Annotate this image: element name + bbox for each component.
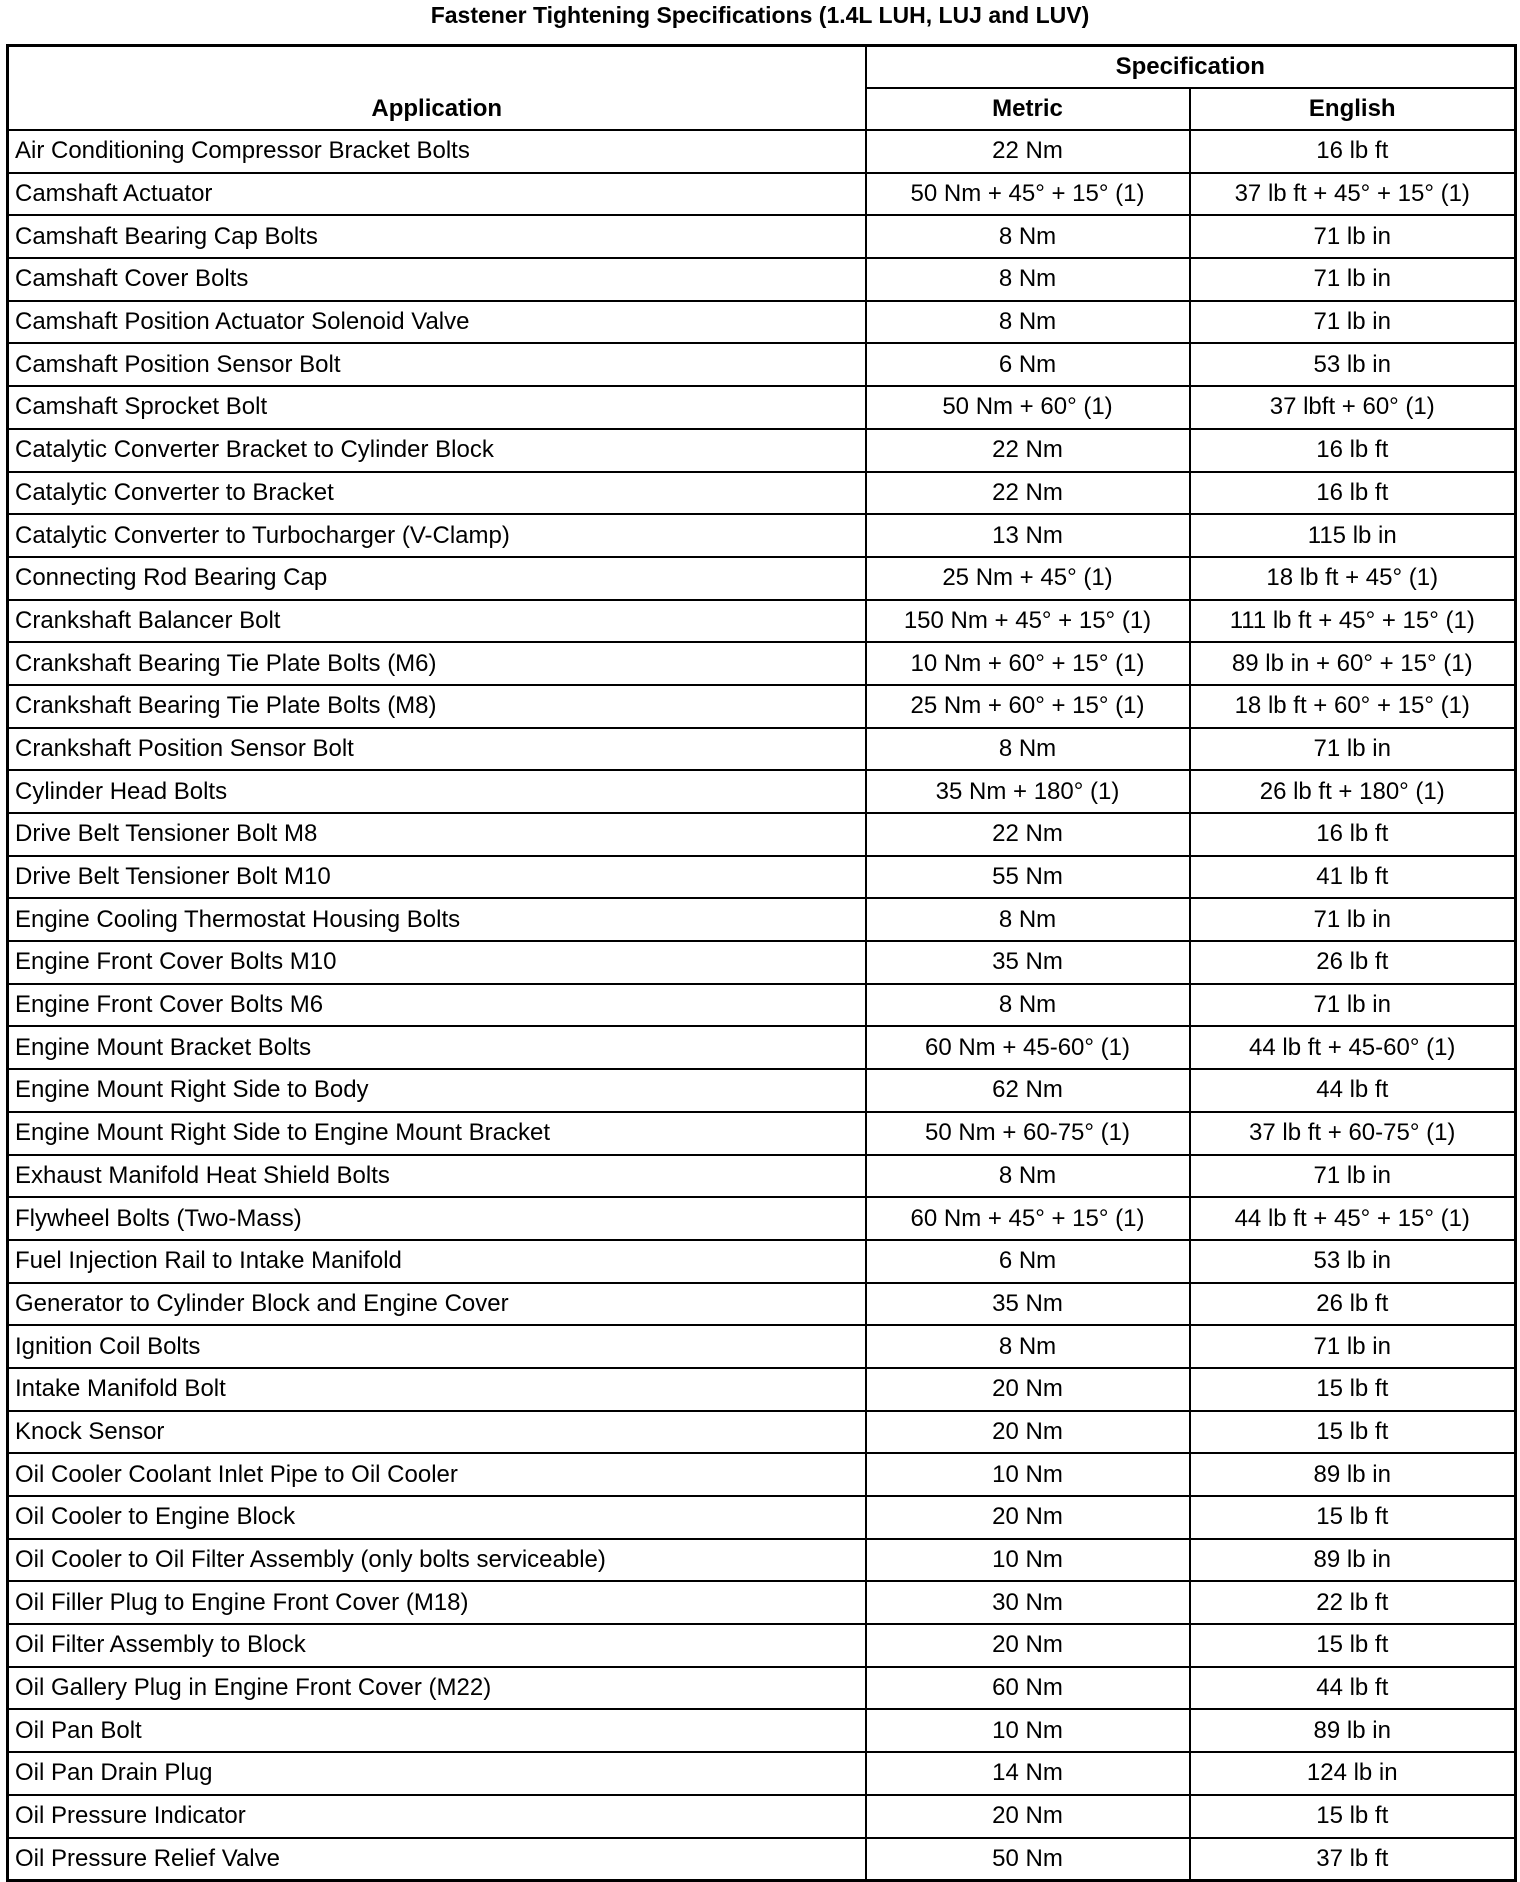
metric-cell: 10 Nm bbox=[866, 1453, 1190, 1496]
table-row bbox=[8, 429, 1516, 472]
metric-cell: 35 Nm bbox=[866, 1283, 1190, 1326]
metric-cell: 8 Nm bbox=[866, 1155, 1190, 1198]
table-row bbox=[8, 386, 1516, 429]
english-cell: 18 lb ft + 60° + 15° (1) bbox=[1190, 685, 1516, 728]
application-cell: Flywheel Bolts (Two-Mass) bbox=[8, 1197, 866, 1240]
english-cell: 37 lb ft bbox=[1190, 1838, 1516, 1881]
application-cell: Connecting Rod Bearing Cap bbox=[8, 557, 866, 600]
metric-cell: 8 Nm bbox=[866, 1325, 1190, 1368]
application-cell: Crankshaft Balancer Bolt bbox=[8, 600, 866, 643]
metric-cell: 20 Nm bbox=[866, 1624, 1190, 1667]
application-cell: Camshaft Position Sensor Bolt bbox=[8, 343, 866, 386]
application-cell: Crankshaft Bearing Tie Plate Bolts (M8) bbox=[8, 685, 866, 728]
application-cell: Intake Manifold Bolt bbox=[8, 1368, 866, 1411]
application-cell: Engine Cooling Thermostat Housing Bolts bbox=[8, 898, 866, 941]
table-row bbox=[8, 301, 1516, 344]
metric-cell: 8 Nm bbox=[866, 258, 1190, 301]
table-row bbox=[8, 1368, 1516, 1411]
application-cell: Oil Pressure Relief Valve bbox=[8, 1838, 866, 1881]
english-cell: 37 lb ft + 60-75° (1) bbox=[1190, 1112, 1516, 1155]
application-cell: Engine Mount Right Side to Body bbox=[8, 1069, 866, 1112]
metric-cell: 20 Nm bbox=[866, 1368, 1190, 1411]
table-row bbox=[8, 173, 1516, 216]
table-row bbox=[8, 1838, 1516, 1881]
table-row bbox=[8, 472, 1516, 515]
table-row bbox=[8, 1155, 1516, 1198]
application-cell: Oil Pan Bolt bbox=[8, 1709, 866, 1752]
english-cell: 89 lb in bbox=[1190, 1453, 1516, 1496]
application-cell: Camshaft Bearing Cap Bolts bbox=[8, 215, 866, 258]
table-row bbox=[8, 1581, 1516, 1624]
application-cell: Drive Belt Tensioner Bolt M8 bbox=[8, 813, 866, 856]
application-cell: Engine Front Cover Bolts M10 bbox=[8, 941, 866, 984]
application-cell: Drive Belt Tensioner Bolt M10 bbox=[8, 856, 866, 899]
application-cell: Air Conditioning Compressor Bracket Bolts bbox=[8, 130, 866, 173]
english-cell: 16 lb ft bbox=[1190, 130, 1516, 173]
table-row bbox=[8, 813, 1516, 856]
application-cell: Crankshaft Position Sensor Bolt bbox=[8, 728, 866, 771]
english-cell: 71 lb in bbox=[1190, 258, 1516, 301]
english-cell: 37 lb ft + 45° + 15° (1) bbox=[1190, 173, 1516, 216]
table-row bbox=[8, 514, 1516, 557]
metric-cell: 55 Nm bbox=[866, 856, 1190, 899]
english-cell: 15 lb ft bbox=[1190, 1496, 1516, 1539]
table-row bbox=[8, 215, 1516, 258]
english-cell: 115 lb in bbox=[1190, 514, 1516, 557]
english-cell: 15 lb ft bbox=[1190, 1368, 1516, 1411]
table-row bbox=[8, 1496, 1516, 1539]
table-row bbox=[8, 343, 1516, 386]
english-header: English bbox=[1190, 88, 1516, 130]
table-row bbox=[8, 1411, 1516, 1454]
table-row bbox=[8, 1539, 1516, 1582]
table-row bbox=[8, 1325, 1516, 1368]
application-cell: Crankshaft Bearing Tie Plate Bolts (M6) bbox=[8, 642, 866, 685]
metric-cell: 30 Nm bbox=[866, 1581, 1190, 1624]
table-row bbox=[8, 1283, 1516, 1326]
application-cell: Oil Gallery Plug in Engine Front Cover (M22) bbox=[8, 1667, 866, 1710]
metric-cell: 8 Nm bbox=[866, 215, 1190, 258]
application-cell: Oil Pan Drain Plug bbox=[8, 1752, 866, 1795]
english-cell: 71 lb in bbox=[1190, 984, 1516, 1027]
table-row bbox=[8, 258, 1516, 301]
english-cell: 71 lb in bbox=[1190, 1325, 1516, 1368]
application-cell: Exhaust Manifold Heat Shield Bolts bbox=[8, 1155, 866, 1198]
english-cell: 16 lb ft bbox=[1190, 813, 1516, 856]
english-cell: 71 lb in bbox=[1190, 1155, 1516, 1198]
application-cell: Cylinder Head Bolts bbox=[8, 770, 866, 813]
metric-cell: 62 Nm bbox=[866, 1069, 1190, 1112]
application-cell: Generator to Cylinder Block and Engine Cover bbox=[8, 1283, 866, 1326]
english-cell: 89 lb in bbox=[1190, 1709, 1516, 1752]
english-cell: 71 lb in bbox=[1190, 728, 1516, 771]
metric-cell: 6 Nm bbox=[866, 1240, 1190, 1283]
application-cell: Oil Filler Plug to Engine Front Cover (M18) bbox=[8, 1581, 866, 1624]
table-row bbox=[8, 728, 1516, 771]
table-row bbox=[8, 1709, 1516, 1752]
application-cell: Catalytic Converter to Bracket bbox=[8, 472, 866, 515]
table-row bbox=[8, 941, 1516, 984]
english-cell: 22 lb ft bbox=[1190, 1581, 1516, 1624]
application-cell: Camshaft Actuator bbox=[8, 173, 866, 216]
application-cell: Camshaft Sprocket Bolt bbox=[8, 386, 866, 429]
english-cell: 16 lb ft bbox=[1190, 429, 1516, 472]
table-row bbox=[8, 1112, 1516, 1155]
english-cell: 89 lb in bbox=[1190, 1539, 1516, 1582]
application-cell: Engine Front Cover Bolts M6 bbox=[8, 984, 866, 1027]
application-cell: Oil Cooler to Oil Filter Assembly (only bolts serviceable) bbox=[8, 1539, 866, 1582]
english-cell: 111 lb ft + 45° + 15° (1) bbox=[1190, 600, 1516, 643]
application-cell: Catalytic Converter Bracket to Cylinder Block bbox=[8, 429, 866, 472]
table-row bbox=[8, 1624, 1516, 1667]
table-row bbox=[8, 1240, 1516, 1283]
table-row bbox=[8, 770, 1516, 813]
fastener-spec-table bbox=[6, 44, 1517, 1882]
table-row bbox=[8, 1752, 1516, 1795]
metric-cell: 8 Nm bbox=[866, 984, 1190, 1027]
application-cell: Knock Sensor bbox=[8, 1411, 866, 1454]
english-cell: 26 lb ft bbox=[1190, 941, 1516, 984]
application-cell: Catalytic Converter to Turbocharger (V-Clamp) bbox=[8, 514, 866, 557]
english-cell: 15 lb ft bbox=[1190, 1795, 1516, 1838]
table-body bbox=[8, 130, 1516, 1881]
metric-cell: 20 Nm bbox=[866, 1496, 1190, 1539]
english-cell: 44 lb ft bbox=[1190, 1667, 1516, 1710]
english-cell: 15 lb ft bbox=[1190, 1411, 1516, 1454]
english-cell: 26 lb ft bbox=[1190, 1283, 1516, 1326]
application-cell: Oil Cooler Coolant Inlet Pipe to Oil Cooler bbox=[8, 1453, 866, 1496]
english-cell: 71 lb in bbox=[1190, 215, 1516, 258]
metric-cell: 14 Nm bbox=[866, 1752, 1190, 1795]
page-title: Fastener Tightening Specifications (1.4L LUH, LUJ and LUV) bbox=[430, 2, 1090, 28]
english-cell: 71 lb in bbox=[1190, 301, 1516, 344]
table-row bbox=[8, 1453, 1516, 1496]
application-header: Application bbox=[8, 46, 866, 131]
metric-cell: 60 Nm + 45-60° (1) bbox=[866, 1026, 1190, 1069]
table-row bbox=[8, 898, 1516, 941]
english-cell: 71 lb in bbox=[1190, 898, 1516, 941]
metric-cell: 10 Nm bbox=[866, 1539, 1190, 1582]
english-cell: 89 lb in + 60° + 15° (1) bbox=[1190, 642, 1516, 685]
english-cell: 15 lb ft bbox=[1190, 1624, 1516, 1667]
metric-cell: 8 Nm bbox=[866, 728, 1190, 771]
application-cell: Camshaft Cover Bolts bbox=[8, 258, 866, 301]
metric-cell: 25 Nm + 60° + 15° (1) bbox=[866, 685, 1190, 728]
table-row bbox=[8, 1026, 1516, 1069]
application-cell: Oil Pressure Indicator bbox=[8, 1795, 866, 1838]
metric-cell: 22 Nm bbox=[866, 429, 1190, 472]
metric-cell: 35 Nm + 180° (1) bbox=[866, 770, 1190, 813]
table-row bbox=[8, 130, 1516, 173]
metric-cell: 10 Nm + 60° + 15° (1) bbox=[866, 642, 1190, 685]
metric-cell: 60 Nm + 45° + 15° (1) bbox=[866, 1197, 1190, 1240]
metric-cell: 8 Nm bbox=[866, 898, 1190, 941]
metric-cell: 35 Nm bbox=[866, 941, 1190, 984]
table-row bbox=[8, 1069, 1516, 1112]
table-row bbox=[8, 856, 1516, 899]
metric-cell: 50 Nm + 60° (1) bbox=[866, 386, 1190, 429]
application-cell: Oil Filter Assembly to Block bbox=[8, 1624, 866, 1667]
metric-cell: 20 Nm bbox=[866, 1411, 1190, 1454]
application-cell: Ignition Coil Bolts bbox=[8, 1325, 866, 1368]
english-cell: 44 lb ft bbox=[1190, 1069, 1516, 1112]
metric-cell: 22 Nm bbox=[866, 813, 1190, 856]
english-cell: 37 lbft + 60° (1) bbox=[1190, 386, 1516, 429]
table-row bbox=[8, 1667, 1516, 1710]
metric-cell: 8 Nm bbox=[866, 301, 1190, 344]
table-row bbox=[8, 1795, 1516, 1838]
table-row bbox=[8, 557, 1516, 600]
english-cell: 53 lb in bbox=[1190, 343, 1516, 386]
metric-cell: 20 Nm bbox=[866, 1795, 1190, 1838]
english-cell: 53 lb in bbox=[1190, 1240, 1516, 1283]
table-row bbox=[8, 600, 1516, 643]
metric-cell: 13 Nm bbox=[866, 514, 1190, 557]
application-cell: Oil Cooler to Engine Block bbox=[8, 1496, 866, 1539]
table-row bbox=[8, 685, 1516, 728]
metric-header: Metric bbox=[866, 88, 1190, 130]
metric-cell: 50 Nm + 60-75° (1) bbox=[866, 1112, 1190, 1155]
table-row bbox=[8, 642, 1516, 685]
specification-header: Specification bbox=[866, 46, 1516, 89]
metric-cell: 60 Nm bbox=[866, 1667, 1190, 1710]
english-cell: 18 lb ft + 45° (1) bbox=[1190, 557, 1516, 600]
metric-cell: 10 Nm bbox=[866, 1709, 1190, 1752]
metric-cell: 50 Nm + 45° + 15° (1) bbox=[866, 173, 1190, 216]
english-cell: 16 lb ft bbox=[1190, 472, 1516, 515]
english-cell: 44 lb ft + 45° + 15° (1) bbox=[1190, 1197, 1516, 1240]
table-header bbox=[8, 46, 1516, 131]
metric-cell: 6 Nm bbox=[866, 343, 1190, 386]
application-cell: Camshaft Position Actuator Solenoid Valve bbox=[8, 301, 866, 344]
table-row bbox=[8, 984, 1516, 1027]
application-cell: Engine Mount Right Side to Engine Mount Bracket bbox=[8, 1112, 866, 1155]
english-cell: 41 lb ft bbox=[1190, 856, 1516, 899]
english-cell: 124 lb in bbox=[1190, 1752, 1516, 1795]
metric-cell: 50 Nm bbox=[866, 1838, 1190, 1881]
metric-cell: 150 Nm + 45° + 15° (1) bbox=[866, 600, 1190, 643]
application-cell: Fuel Injection Rail to Intake Manifold bbox=[8, 1240, 866, 1283]
table-row bbox=[8, 1197, 1516, 1240]
english-cell: 26 lb ft + 180° (1) bbox=[1190, 770, 1516, 813]
application-cell: Engine Mount Bracket Bolts bbox=[8, 1026, 866, 1069]
metric-cell: 22 Nm bbox=[866, 130, 1190, 173]
english-cell: 44 lb ft + 45-60° (1) bbox=[1190, 1026, 1516, 1069]
metric-cell: 22 Nm bbox=[866, 472, 1190, 515]
metric-cell: 25 Nm + 45° (1) bbox=[866, 557, 1190, 600]
header-row-top bbox=[8, 46, 1516, 89]
